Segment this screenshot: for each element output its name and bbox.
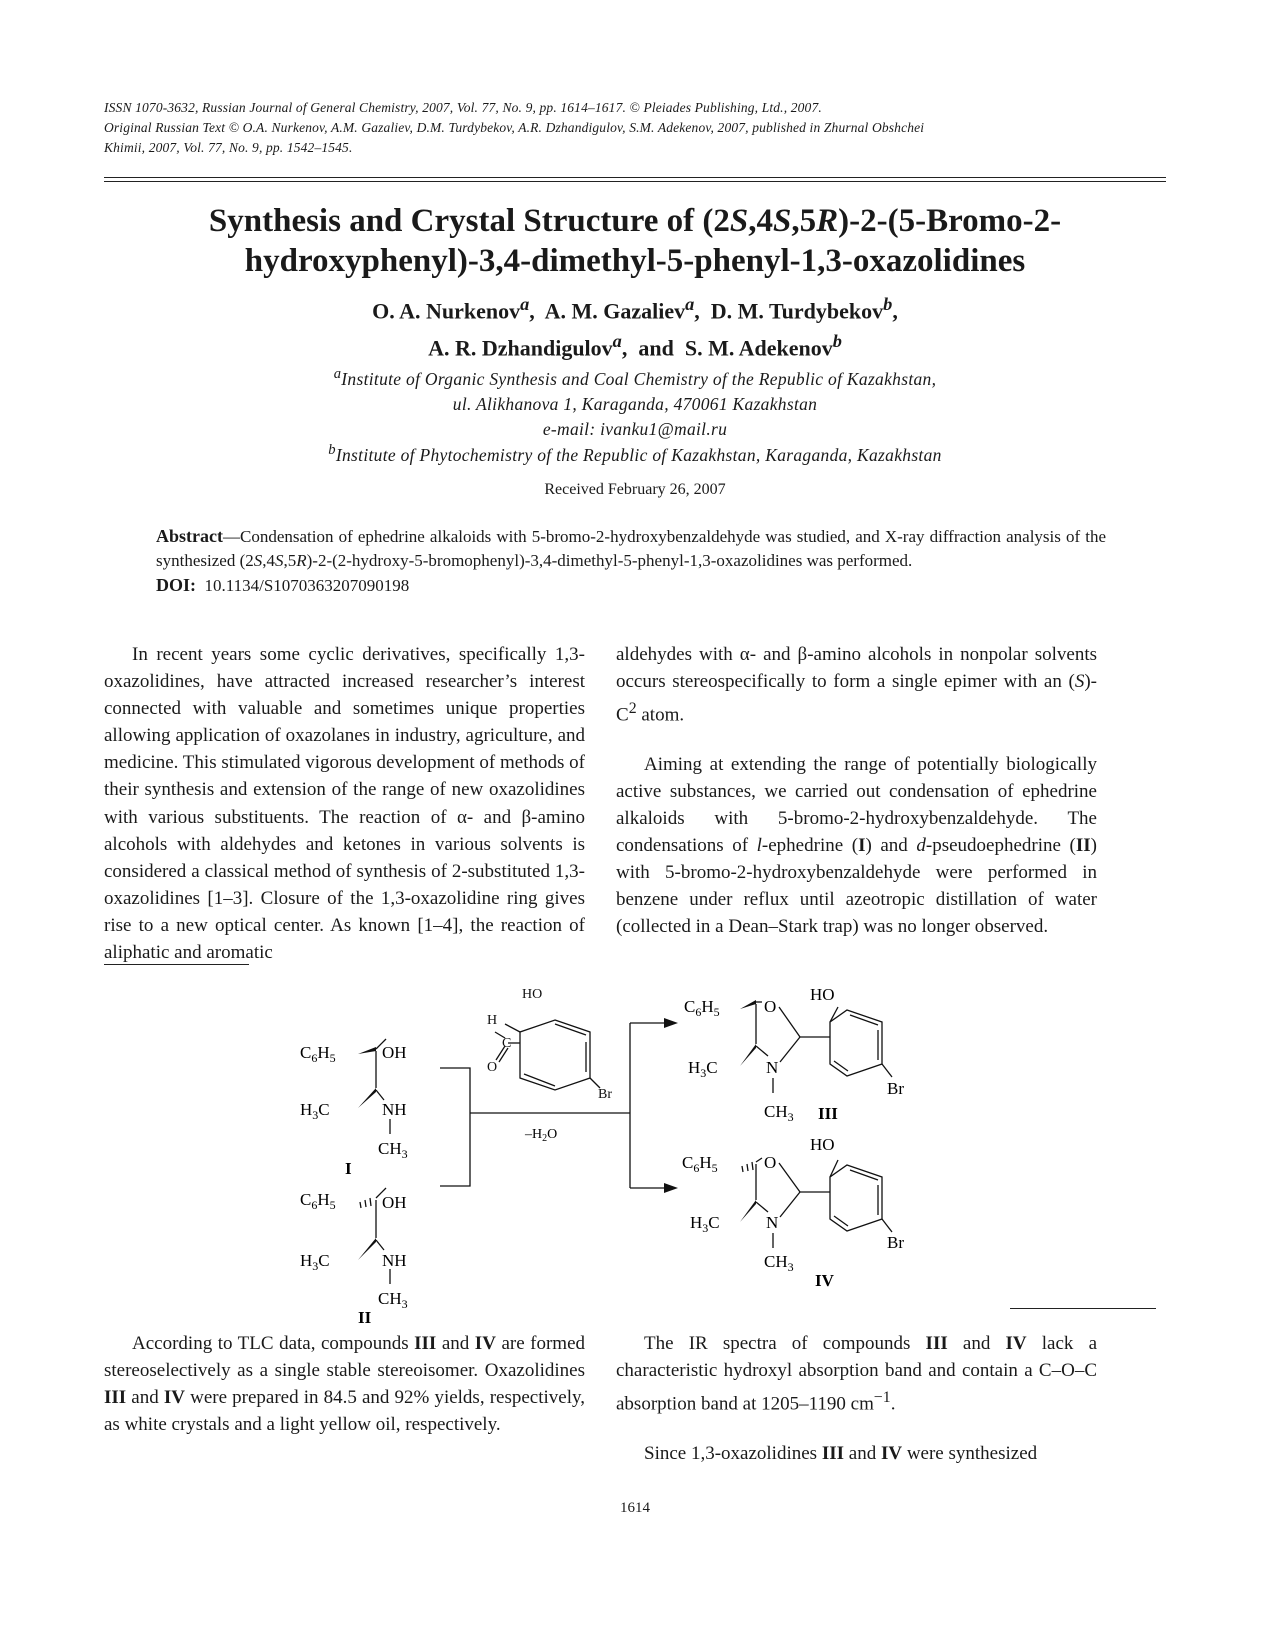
compound-IV-n-methyl: $CH_3$ bbox=[764, 1252, 794, 1274]
compound-IV-structure bbox=[682, 1135, 904, 1290]
doi-label: DOI: bbox=[156, 575, 196, 595]
intro-paragraph: In recent years some cyclic derivatives, specifically 1,3-oxazolidines, have attracted increased researcher’s interest connected with valuable and sometimes unique properties allowing application of oxazolanes in industry, agriculture, and medicine. This stimulated vigorous development of methods of their synthesis and extension of the range of new oxazolidines with various substituents. The reaction of α- and β-amino alcohols with aldehydes and ketones in various solvents is considered a classical method of synthesis of 2-substituted 1,3-oxazolidines [1–3]. Closure of the 1,3-oxazolidine ring gives rise to a new optical center. As known [1–4], the reaction of aliphatic and aromatic bbox=[104, 644, 585, 964]
footnote-rule-left bbox=[104, 964, 249, 965]
compound-I-label: I bbox=[345, 1159, 352, 1178]
received-date: Received February 26, 2007 bbox=[544, 481, 726, 498]
compound-III-nitrogen: N bbox=[766, 1058, 779, 1077]
compound-I-methyl: $H_3C$ bbox=[300, 1100, 330, 1122]
products-scheme bbox=[680, 982, 920, 1302]
tlc-paragraph: According to TLC data, compounds III and IV are formed stereoselectively as a single stable stereoisomer. Oxazolidines III and IV were prepared in 84.5 and 92% yields, respectively, as white crystals and a light yellow oil, respectively. bbox=[104, 1333, 586, 1436]
affiliation-a: $^a$Institute of Organic Synthesis and Coal Chemistry of the Republic of Kazakhstan, ul. Alikhanova 1, Karaganda, 470061 Kazakhstan e-mail: ivanku1@mail.ru bbox=[104, 362, 1166, 442]
synthesis-paragraph: Aiming at extending the range of potentially biologically active substances, we carried out condensation of ephedrine alkaloids with 5-bromo-2-hydroxybenzaldehyde. The condensations of l-ephedrine (I) and d-pseudoephedrine (II) with 5-bromo-2-hydroxybenzaldehyde were performed in benzene under reflux until azeotropic distillation of water (collected in a Dean–Stark trap) was no longer observed. bbox=[616, 753, 1097, 938]
left-column-top bbox=[104, 641, 585, 966]
compound-IV-nitrogen: N bbox=[766, 1213, 779, 1232]
compound-III-methyl: $H_3C$ bbox=[688, 1058, 718, 1080]
compound-III-structure bbox=[684, 985, 904, 1124]
aldehyde-oxygen: O bbox=[487, 1060, 498, 1075]
compound-II-hydroxyl: OH bbox=[382, 1193, 407, 1212]
original-text-line-cont: Khimii, 2007, Vol. 77, No. 9, pp. 1542–1545. bbox=[104, 140, 353, 155]
compound-III-n-methyl: $CH_3$ bbox=[764, 1102, 794, 1124]
aldehyde-reagent bbox=[495, 1020, 600, 1090]
aldehyde-hydrogen: H bbox=[487, 1013, 498, 1028]
ir-paragraph: The IR spectra of compounds III and IV lack a characteristic hydroxyl absorption band and contain a C–O–C absorption band at 1205–1190 $cm^{-1}$. bbox=[616, 1333, 1097, 1415]
arrow-to-III bbox=[664, 1018, 678, 1028]
contact-email[interactable]: e-mail: ivanku1@mail.ru bbox=[542, 418, 728, 439]
abstract-label: Abstract bbox=[156, 526, 223, 546]
author-adekenov: S. M. Adekenov bbox=[684, 335, 833, 361]
title-line-1: Synthesis and Crystal Structure of (2S,4S,5R)-2-(5-Bromo-2- bbox=[208, 203, 1062, 239]
affiliation-b: $^b$Institute of Phytochemistry of the Republic of Kazakhstan, Karaganda, Kazakhstan bbox=[328, 442, 942, 465]
author-dzhandigulov: A. R. Dzhandigulov bbox=[428, 335, 613, 361]
compound-II-phenyl: $C_6H_5$ bbox=[300, 1190, 336, 1212]
doi-value[interactable]: 10.1134/S1070363207090198 bbox=[204, 576, 410, 595]
aldehyde-hydroxyl: HO bbox=[522, 987, 543, 1002]
paragraph-continued: aldehydes with α- and β-amino alcohols in nonpolar solvents occurs stereospecifically to form a single epimer with an $(S)-C^2$ atom. bbox=[616, 644, 1097, 726]
compound-III-label: III bbox=[818, 1104, 838, 1123]
journal-citation-line: ISSN 1070-3632, Russian Journal of General Chemistry, 2007, Vol. 77, No. 9, pp. 1614–1617. © Pleiades Publishing, Ltd., 2007. bbox=[104, 100, 822, 115]
author-gazaliev: A. M. Gazaliev bbox=[544, 298, 686, 324]
compound-IV-ring-oxygen: O bbox=[764, 1153, 777, 1172]
author-nurkenov: O. A. Nurkenov bbox=[372, 298, 521, 324]
reactant-bracket bbox=[440, 1068, 470, 1186]
compound-I-n-methyl: $CH_3$ bbox=[378, 1139, 408, 1161]
compound-III-ring-oxygen: O bbox=[764, 997, 777, 1016]
compound-I-hydroxyl: OH bbox=[382, 1043, 407, 1062]
compound-IV-bromine: Br bbox=[887, 1233, 904, 1252]
compound-III-phenyl: $C_6H_5$ bbox=[684, 997, 720, 1019]
right-column-top bbox=[616, 641, 1097, 940]
aldehyde-bromine: Br bbox=[598, 1087, 612, 1102]
compound-II-n-methyl: $CH_3$ bbox=[378, 1289, 408, 1311]
aldehyde-carbon: C bbox=[502, 1036, 512, 1051]
compound-IV-phenyl: $C_6H_5$ bbox=[682, 1153, 718, 1175]
compound-IV-methyl: $H_3C$ bbox=[690, 1213, 720, 1235]
compound-II-amine: NH bbox=[382, 1251, 407, 1270]
paper-title bbox=[104, 201, 1166, 281]
compound-I-structure bbox=[300, 1039, 408, 1178]
water-elimination-label: $-H_2O$ bbox=[525, 1127, 558, 1144]
compound-I-amine: NH bbox=[382, 1100, 407, 1119]
compound-II-methyl: $H_3C$ bbox=[300, 1251, 330, 1273]
compound-III-bromine: Br bbox=[887, 1079, 904, 1098]
compound-III-phenol: HO bbox=[810, 985, 835, 1004]
author-list: O. A. Nurkenov$^a$, A. M. Gazaliev$^a$, D. M. Turdybekov$^b$, A. R. Dzhandigulov$^a$, and S. M. Adekenov$^b$ bbox=[372, 294, 898, 361]
author-turdybekov: D. M. Turdybekov bbox=[710, 298, 884, 324]
abstract: Abstract—Condensation of ephedrine alkaloids with 5-bromo-2-hydroxybenzaldehyde was studied, and X-ray diffraction analysis of the synthesized (2S,4S,5R)-2-(2-hydroxy-5-bromophenyl)-3,4-dimethyl-5-phenyl-1,3-oxazolidines was performed. DOI: 10.1134/S1070363207090198 bbox=[156, 526, 1106, 595]
arrow-to-IV bbox=[664, 1183, 678, 1193]
page-number: 1614 bbox=[620, 1500, 650, 1516]
title-line-2: hydroxyphenyl)-3,4-dimethyl-5-phenyl-1,3-oxazolidines bbox=[244, 243, 1026, 279]
compound-IV-phenol: HO bbox=[810, 1135, 835, 1154]
left-column-bottom bbox=[104, 1330, 585, 1438]
right-column-bottom bbox=[616, 1330, 1097, 1467]
compound-II-structure bbox=[300, 1188, 408, 1327]
footnote-rule-right bbox=[1010, 1308, 1156, 1309]
synthesis-followup-paragraph: Since 1,3-oxazolidines III and IV were synthesized bbox=[644, 1442, 1038, 1464]
original-text-line: Original Russian Text © O.A. Nurkenov, A.M. Gazaliev, D.M. Turdybekov, A.R. Dzhandigulov, S.M. Adekenov, 2007, published in Zhurnal Obshchei bbox=[104, 120, 925, 135]
compound-IV-label: IV bbox=[815, 1271, 834, 1290]
header-double-rule bbox=[104, 177, 1166, 182]
compound-I-phenyl: $C_6H_5$ bbox=[300, 1043, 336, 1065]
compound-II-label: II bbox=[358, 1308, 372, 1327]
